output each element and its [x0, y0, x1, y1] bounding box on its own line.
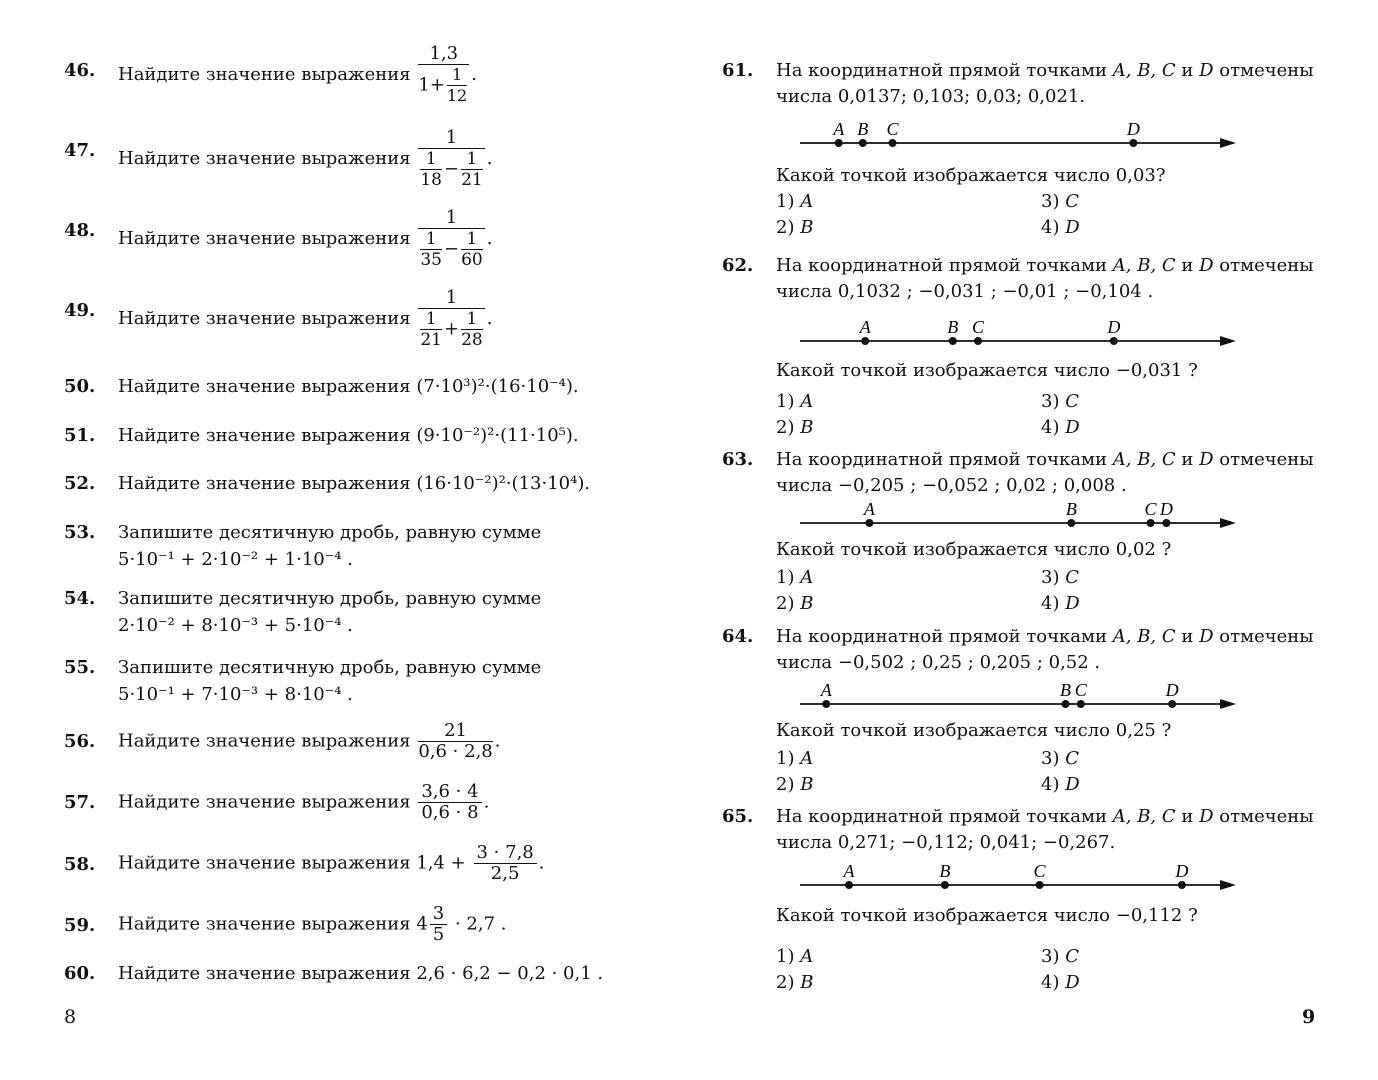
problem-60 [118, 963, 603, 984]
option-key: 3) [1041, 191, 1060, 212]
option-key: 4) [1041, 774, 1060, 795]
problem-number: 57. [64, 792, 96, 813]
option-key: 3) [1041, 946, 1060, 967]
question-prefix: Какой точкой изображается число [776, 905, 1111, 926]
math-expression: 2·10⁻² + 8·10⁻³ + 5·10⁻⁴ . [118, 615, 353, 636]
point-label: C [1033, 861, 1046, 881]
option-key: 2) [776, 417, 795, 438]
option-key: 2) [776, 593, 795, 614]
answer-option-2[interactable] [776, 417, 813, 438]
point-d [1110, 337, 1118, 345]
problem-text: Найдите значение выражения [118, 64, 411, 85]
denominator: 0,6 · 2,8 [418, 741, 493, 762]
point-label: A [820, 680, 832, 700]
numerator: 1 [420, 309, 442, 330]
problem-53: Запишите десятичную дробь, равную сумме [118, 522, 542, 543]
intro-text: На координатной прямой точками [776, 60, 1108, 81]
point-label: C [971, 317, 985, 337]
numerator: 3 [430, 904, 447, 925]
problem-49: Найдите значение выражения 1 $\frac{1}{21}$ + $\frac{1}{28}$ . [118, 287, 493, 350]
point-label: C [1074, 680, 1087, 700]
option-key: 3) [1041, 567, 1060, 588]
point-c [1036, 881, 1044, 889]
option-key: 3) [1041, 748, 1060, 769]
option-key: 4) [1041, 972, 1060, 993]
page-number: 8 [64, 1006, 77, 1028]
point-c [974, 337, 982, 345]
answer-option-2[interactable] [776, 972, 813, 993]
denominator: 21 [461, 170, 483, 190]
option-value: D [1065, 593, 1080, 614]
question-number: −0,031 ? [1115, 360, 1198, 381]
option-key: 2) [776, 217, 795, 238]
point-label: B [1060, 680, 1072, 700]
point-label: B [857, 119, 869, 139]
numerator: 3,6 · 4 [418, 782, 481, 803]
problem-text: Найдите значение выражения [118, 730, 411, 752]
and-text: и [1181, 806, 1194, 827]
point-b [1067, 519, 1075, 527]
answer-option-1[interactable] [776, 946, 813, 967]
option-key: 3) [1041, 391, 1060, 412]
point-b [949, 337, 957, 345]
problem-number: 59. [64, 915, 96, 936]
answer-option-4[interactable] [1041, 593, 1080, 614]
points-text: A, B, C [1112, 806, 1176, 827]
numerator: 1 [461, 309, 483, 330]
problem-58: Найдите значение выражения 1,4 + $\frac{3 \cdot 7,8}{2,5}$ . [118, 842, 545, 884]
answer-option-3[interactable] [1041, 567, 1079, 588]
option-value: A [800, 567, 814, 588]
problem-46: Найдите значение выражения 1,3 1+ $\frac{1}{12}$ . [118, 43, 477, 105]
problem-number: 64. [722, 626, 754, 647]
math-expression: (9·10⁻²)²·(11·10⁵). [416, 425, 579, 446]
problem-text: Найдите значение выражения [118, 308, 411, 329]
point-label: A [863, 499, 875, 519]
intro-text: На координатной прямой точками [776, 255, 1108, 276]
problem-text: Найдите значение выражения [118, 376, 411, 397]
numbers-text: числа 0,1032 ; −0,031 ; −0,01 ; −0,104 . [776, 281, 1154, 302]
intro-text: На координатной прямой точками [776, 449, 1108, 470]
answer-option-1[interactable] [776, 391, 813, 412]
and-text: и [1181, 60, 1194, 81]
operator: − [443, 158, 460, 180]
question-number: 0,25 ? [1115, 720, 1172, 741]
problem-number: 58. [64, 854, 96, 875]
question-text [776, 165, 1166, 186]
problem-text [776, 255, 1314, 276]
point-label: A [833, 119, 845, 139]
point-label: A [859, 317, 871, 337]
point-d-text: D [1199, 255, 1214, 276]
marked-text: отмечены [1219, 255, 1314, 276]
page-number: 9 [1302, 1006, 1316, 1028]
problem-number: 49. [64, 300, 96, 321]
problem-text [776, 626, 1314, 647]
option-value: A [800, 191, 814, 212]
problem-52 [118, 473, 590, 494]
denominator-part: 1+ [418, 74, 445, 96]
problem-number: 48. [64, 220, 96, 241]
answer-option-4[interactable] [1041, 217, 1080, 238]
option-value: A [800, 391, 814, 412]
point-d-text: D [1199, 806, 1214, 827]
answer-option-2[interactable] [776, 774, 813, 795]
number-line [790, 497, 1250, 537]
numerator: 1 [420, 229, 442, 250]
option-value: C [1065, 748, 1079, 769]
option-key: 4) [1041, 593, 1060, 614]
option-value: B [800, 417, 814, 438]
problem-number: 52. [64, 473, 96, 494]
option-value: B [800, 593, 814, 614]
point-c [889, 139, 897, 147]
denominator: 12 [446, 86, 468, 105]
point-label: D [1126, 119, 1140, 139]
point-label: D [1175, 861, 1189, 881]
answer-option-4[interactable] [1041, 774, 1080, 795]
math-expression: 5·10⁻¹ + 2·10⁻² + 1·10⁻⁴ . [118, 549, 353, 570]
problem-51 [118, 425, 579, 446]
math-expression: (16·10⁻²)²·(13·10⁴). [416, 473, 591, 494]
operator: + [443, 318, 460, 340]
problem-number: 65. [722, 806, 754, 827]
option-key: 1) [776, 946, 795, 967]
marked-text: отмечены [1219, 806, 1314, 827]
denominator: 2,5 [490, 863, 520, 884]
point-b [941, 881, 949, 889]
numbers-text: числа −0,205 ; −0,052 ; 0,02 ; 0,008 . [776, 475, 1127, 496]
option-value: C [1065, 391, 1079, 412]
question-prefix: Какой точкой изображается число [776, 360, 1111, 381]
problem-number: 56. [64, 731, 96, 752]
number-line [790, 859, 1250, 899]
numbers-text: числа 0,271; −0,112; 0,041; −0,267. [776, 832, 1116, 853]
point-a [845, 881, 853, 889]
problem-text: Найдите значение выражения [118, 913, 411, 935]
problem-text [776, 60, 1314, 81]
problem-text [776, 449, 1314, 470]
question-text [776, 539, 1171, 560]
problem-text: Найдите значение выражения [118, 148, 411, 169]
denominator: 18 [420, 170, 442, 190]
question-number: 0,03? [1115, 165, 1166, 186]
math-term: 1,4 + [416, 852, 466, 874]
point-d [1168, 700, 1176, 708]
point-a [865, 519, 873, 527]
arrow-icon [1220, 518, 1236, 528]
math-expression: 5·10⁻¹ + 7·10⁻³ + 8·10⁻⁴ . [118, 684, 353, 705]
answer-option-1[interactable] [776, 567, 813, 588]
point-d [1162, 519, 1170, 527]
option-value: C [1065, 567, 1079, 588]
answer-option-2[interactable] [776, 593, 813, 614]
problem-57: Найдите значение выражения $\frac{3,6 \cdot 4}{0,6 \cdot 8}$ . [118, 781, 490, 823]
answer-option-2[interactable] [776, 217, 813, 238]
numerator: 1 [418, 208, 484, 229]
option-value: C [1065, 946, 1079, 967]
question-number: 0,02 ? [1115, 539, 1172, 560]
answer-option-1[interactable] [776, 191, 813, 212]
points-text: A, B, C [1112, 449, 1176, 470]
option-key: 2) [776, 774, 795, 795]
numerator: 1 [420, 149, 442, 170]
point-d-text: D [1199, 626, 1214, 647]
numerator: 1,3 [418, 44, 469, 65]
numerator: 1 [447, 65, 467, 86]
option-key: 1) [776, 748, 795, 769]
marked-text: отмечены [1219, 449, 1314, 470]
point-d-text: D [1199, 449, 1214, 470]
option-value: D [1065, 972, 1080, 993]
problem-number: 62. [722, 255, 754, 276]
question-text [776, 720, 1171, 741]
point-a [822, 700, 830, 708]
math-term: · 2,7 . [454, 913, 507, 935]
numbers-text: числа 0,0137; 0,103; 0,03; 0,021. [776, 86, 1086, 107]
number-line [790, 315, 1250, 355]
whole-part: 4 [416, 913, 428, 935]
problem-56: Найдите значение выражения $\frac{21}{0,6 \cdot 2,8}$ . [118, 720, 501, 762]
problem-number: 54. [64, 588, 96, 609]
numbers-text: числа −0,502 ; 0,25 ; 0,205 ; 0,52 . [776, 652, 1101, 673]
problem-55: Запишите десятичную дробь, равную сумме [118, 657, 542, 678]
problem-54: Запишите десятичную дробь, равную сумме [118, 588, 542, 609]
point-label: B [939, 861, 951, 881]
math-expression: 2,6 · 6,2 − 0,2 · 0,1 . [416, 963, 604, 984]
point-d-text: D [1199, 60, 1214, 81]
problem-number: 61. [722, 60, 754, 81]
denominator: 0,6 · 8 [421, 802, 479, 823]
answer-option-3[interactable] [1041, 946, 1079, 967]
problem-text: Найдите значение выражения [118, 473, 411, 494]
point-label: D [1107, 317, 1121, 337]
numerator: 3 · 7,8 [474, 843, 537, 864]
problem-number: 47. [64, 140, 96, 161]
arrow-icon [1220, 880, 1236, 890]
point-label: B [1065, 499, 1077, 519]
point-label: C [886, 119, 899, 139]
option-key: 4) [1041, 417, 1060, 438]
numerator: 1 [418, 128, 484, 149]
problem-number: 46. [64, 60, 96, 81]
problem-48: Найдите значение выражения 1 $\frac{1}{35}$ − $\frac{1}{60}$ . [118, 207, 493, 270]
problem-text: Найдите значение выражения [118, 425, 411, 446]
answer-option-1[interactable] [776, 748, 813, 769]
question-prefix: Какой точкой изображается число [776, 720, 1111, 741]
and-text: и [1181, 449, 1194, 470]
point-d [1129, 139, 1137, 147]
number-line [790, 678, 1250, 718]
and-text: и [1181, 626, 1194, 647]
option-key: 4) [1041, 217, 1060, 238]
option-value: B [800, 972, 814, 993]
problem-number: 55. [64, 657, 96, 678]
point-a [861, 337, 869, 345]
option-value: D [1065, 217, 1080, 238]
question-prefix: Какой точкой изображается число [776, 539, 1111, 560]
problem-number: 60. [64, 963, 96, 984]
problem-number: 63. [722, 449, 754, 470]
option-value: D [1065, 774, 1080, 795]
operator: − [443, 238, 460, 260]
problem-47: Найдите значение выражения 1 $\frac{1}{18}$ − $\frac{1}{21}$ . [118, 127, 493, 190]
denominator: 60 [461, 250, 483, 270]
numerator: 1 [461, 149, 483, 170]
points-text: A, B, C [1112, 626, 1176, 647]
intro-text: На координатной прямой точками [776, 806, 1108, 827]
problem-50 [118, 376, 579, 397]
option-key: 2) [776, 972, 795, 993]
option-value: B [800, 217, 814, 238]
problem-text [776, 806, 1314, 827]
question-text [776, 360, 1198, 381]
answer-option-4[interactable] [1041, 417, 1080, 438]
point-label: B [947, 317, 959, 337]
answer-option-4[interactable] [1041, 972, 1080, 993]
option-key: 1) [776, 391, 795, 412]
problem-59 [118, 904, 506, 945]
denominator: 28 [461, 330, 483, 350]
point-b [1062, 700, 1070, 708]
point-a [835, 139, 843, 147]
problem-number: 50. [64, 376, 96, 397]
arrow-icon [1220, 699, 1236, 709]
numerator: 21 [418, 721, 492, 742]
math-expression: (7·10³)²·(16·10⁻⁴). [416, 376, 579, 397]
point-b [859, 139, 867, 147]
arrow-icon [1220, 336, 1236, 346]
problem-text: Найдите значение выражения [118, 852, 411, 874]
numerator: 1 [461, 229, 483, 250]
points-text: A, B, C [1112, 255, 1176, 276]
marked-text: отмечены [1219, 60, 1314, 81]
question-text [776, 905, 1198, 926]
option-value: A [800, 946, 814, 967]
denominator: 21 [420, 330, 442, 350]
option-value: D [1065, 417, 1080, 438]
point-label: D [1159, 499, 1173, 519]
answer-option-3[interactable] [1041, 191, 1079, 212]
question-number: −0,112 ? [1115, 905, 1198, 926]
and-text: и [1181, 255, 1194, 276]
answer-option-3[interactable] [1041, 391, 1079, 412]
problem-number: 53. [64, 522, 96, 543]
question-prefix: Какой точкой изображается число [776, 165, 1111, 186]
numerator: 1 [418, 288, 484, 309]
points-text: A, B, C [1112, 60, 1176, 81]
marked-text: отмечены [1219, 626, 1314, 647]
arrow-icon [1220, 138, 1236, 148]
option-key: 1) [776, 567, 795, 588]
problem-text: Найдите значение выражения [118, 963, 411, 984]
problem-number: 51. [64, 425, 96, 446]
denominator: 35 [420, 250, 442, 270]
intro-text: На координатной прямой точками [776, 626, 1108, 647]
point-label: A [843, 861, 855, 881]
number-line [790, 117, 1250, 157]
option-value: B [800, 774, 814, 795]
problem-text: Найдите значение выражения [118, 228, 411, 249]
option-value: A [800, 748, 814, 769]
point-label: C [1144, 499, 1157, 519]
answer-option-3[interactable] [1041, 748, 1079, 769]
point-d [1178, 881, 1186, 889]
denominator: 5 [432, 924, 445, 945]
point-label: D [1165, 680, 1179, 700]
point-c [1147, 519, 1155, 527]
option-key: 1) [776, 191, 795, 212]
problem-text: Найдите значение выражения [118, 791, 411, 813]
option-value: C [1065, 191, 1079, 212]
point-c [1077, 700, 1085, 708]
